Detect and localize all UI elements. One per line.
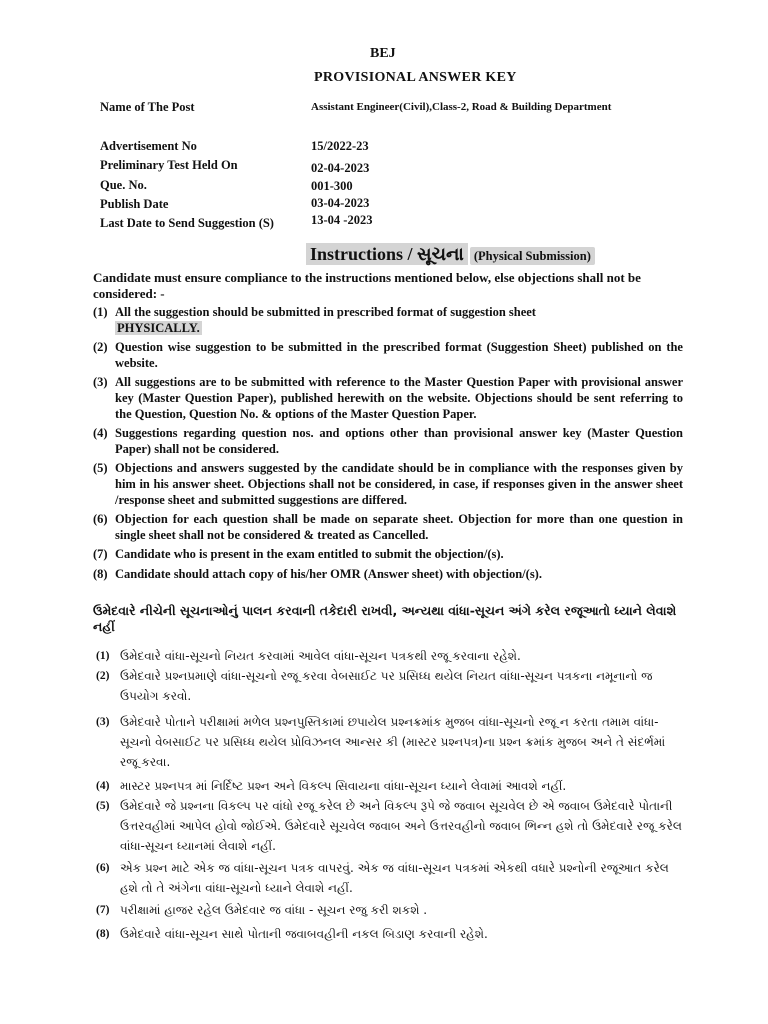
detail-value-advertisement: 15/2022-23 <box>311 139 369 153</box>
item-number: (3) <box>96 716 110 728</box>
list-item <box>93 426 683 457</box>
detail-value-test-date: 02-04-2023 <box>311 161 370 175</box>
list-item <box>96 796 686 856</box>
item-number: (5) <box>96 800 110 812</box>
item-number: (8) <box>93 566 108 581</box>
item-number: (3) <box>93 375 108 390</box>
item-text: All the suggestion should be submitted in prescribed format of suggestion sheet <box>115 305 536 319</box>
item-text: Candidate who is present in the exam entitled to submit the objection/(s). <box>115 547 504 562</box>
item-text: Suggestions regarding question nos. and options other than provisional answer key (Master Question Paper) shall not be considered. <box>115 426 683 456</box>
list-item <box>93 305 683 336</box>
list-item <box>93 512 683 543</box>
item-number: (2) <box>96 670 110 682</box>
detail-value-que-no: 001-300 <box>311 179 353 193</box>
detail-label-publish-date: Publish Date <box>100 197 169 211</box>
item-text: એક પ્રશ્ન માટે એક જ વાંધા-સૂચન પત્રક વાપરવું. એક જ વાંધા-સૂચન પત્રકમાં એકથી વધારે પ્રશ્નોની રજૂઆત કરેલ હશે તો તે અંગેના વાંધા-સૂચનો ધ્યાને લેવાશે નહીં. <box>120 861 669 895</box>
document-code: BEJ <box>370 46 396 61</box>
item-number: (4) <box>93 426 108 441</box>
item-text: All suggestions are to be submitted with reference to the Master Question Paper with provisional answer key (Master Question Paper), published herewith on the website. Objections should be sent referring to the Question, Question No. & options of the Master Question Paper. <box>115 375 683 421</box>
item-text: ઉમેદવારે પોતાને પરીક્ષામાં મળેલ પ્રશ્નપુસ્તિકામાં છપાયેલ પ્રશ્નક્રમાંક મુજબ વાંધા-સૂચનો રજૂ ન કરતા તમામ વાંધા-સૂચનો વેબસાઈટ પર પ્રસિધ્ધ થયેલ પ્રોવિઝનલ આન્સર કી (માસ્ટર પ્રશ્નપત્ર)ના પ્રશ્ન ક્રમાંક મુજબ અને તે સંદર્ભમાં રજૂ કરવા. <box>120 715 666 769</box>
list-item <box>93 567 683 583</box>
item-number: (4) <box>96 780 110 792</box>
detail-value-last-date: 13-04 -2023 <box>311 213 373 227</box>
item-text: માસ્ટર પ્રશ્નપત્ર માં નિર્દિષ્ટ પ્રશ્ન અને વિકલ્પ સિવાયના વાંધા-સૂચન ધ્યાને લેવામાં આવશે નહીં. <box>120 779 567 793</box>
item-text: Question wise suggestion to be submitted in the prescribed format (Suggestion Sheet) published on the website. <box>115 340 683 370</box>
item-number: (1) <box>93 305 108 319</box>
item-text: પરીક્ષામાં હાજર રહેલ ઉમેદવાર જ વાંધા - સૂચન રજુ કરી શકશે . <box>120 903 428 917</box>
detail-value-publish-date: 03-04-2023 <box>311 196 370 210</box>
list-item <box>93 461 683 508</box>
list-item <box>93 375 683 422</box>
item-number: (7) <box>96 904 110 916</box>
item-number: (8) <box>96 928 110 940</box>
detail-label-test-date: Preliminary Test Held On <box>100 158 238 172</box>
list-item <box>93 547 683 563</box>
item-number: (6) <box>96 862 110 874</box>
item-text: Candidate should attach copy of his/her OMR (Answer sheet) with objection/(s). <box>115 566 542 581</box>
item-text: ઉમેદવારે પ્રશ્નપ્રમાણે વાંધા-સૂચનો રજૂ કરવા વેબસાઈટ પર પ્રસિધ્ધ થયેલ નિયત વાંધા-સૂચન પત્રકના નમૂનાનો જ ઉપયોગ કરવો. <box>120 669 653 703</box>
item-text: Objection for each question shall be made on separate sheet. Objection for more than one question in single sheet shall not be considered & treated as Cancelled. <box>115 512 683 542</box>
instructions-heading <box>306 244 595 265</box>
physically-highlight: PHYSICALLY. <box>117 320 200 335</box>
item-text: ઉમેદવારે જે પ્રશ્નના વિકલ્પ પર વાંધો રજૂ કરેલ છે અને વિકલ્પ રૂપે જે જવાબ સૂચવેલ છે એ જવાબ ઉમેદવારે પોતાની ઉત્તરવહીમાં આપેલ હોવો જોઈએ. ઉમેદવારે સૂચવેલ જવાબ અને ઉત્તરવહીનો જવાબ ભિન્ન હશે તો ઉમેદવારે રજૂ કરેલ વાંધા-સૂચન ધ્યાનમાં લેવાશે નહીં. <box>120 799 682 853</box>
list-item <box>96 924 686 944</box>
detail-value-post: Assistant Engineer(Civil),Class-2, Road & Building Department <box>311 101 612 113</box>
item-text: ઉમેદવારે વાંધા-સૂચન સાથે પોતાની જવાબવહીની નકલ બિડાણ કરવાની રહેશે. <box>120 927 488 941</box>
list-item <box>96 712 686 772</box>
detail-label-que-no: Que. No. <box>100 178 147 192</box>
item-number: (6) <box>93 512 108 527</box>
english-instructions-list <box>93 305 683 583</box>
list-item <box>96 900 686 920</box>
detail-label-last-date: Last Date to Send Suggestion (S) <box>100 216 274 230</box>
list-item <box>96 646 686 666</box>
list-item <box>93 340 683 371</box>
gujarati-heading: ઉમેદવારે નીચેની સૂચનાઓનું પાલન કરવાની તકેદારી રાખવી, અન્યથા વાંધા-સૂચન અંગે કરેલ રજૂઆતો ધ્યાને લેવાશે નહીં <box>93 603 677 634</box>
item-text: ઉમેદવારે વાંધા-સૂચનો નિયત કરવામાં આવેલ વાંધા-સૂચન પત્રકથી રજૂ કરવાના રહેશે. <box>120 649 521 663</box>
list-item <box>96 776 686 796</box>
item-number: (5) <box>93 461 108 476</box>
item-text: Objections and answers suggested by the candidate should be in compliance with the responses given by him in his answer sheet. Objections shall not be considered, in case, if responses given in the answer sheet /response sheet and submitted suggestions are differed. <box>115 461 683 507</box>
instructions-heading-main: Instructions / સૂચના <box>306 243 468 265</box>
document-title: PROVISIONAL ANSWER KEY <box>314 70 517 85</box>
item-number: (1) <box>96 650 110 662</box>
detail-label-post: Name of The Post <box>100 100 195 114</box>
item-number: (2) <box>93 340 108 355</box>
detail-label-advertisement: Advertisement No <box>100 139 197 153</box>
list-item <box>96 666 686 706</box>
list-item <box>96 858 686 898</box>
intro-text: Candidate must ensure compliance to the instructions mentioned below, else objections shall not be considered: - <box>93 270 641 301</box>
physical-submission-tag: (Physical Submission) <box>470 247 595 265</box>
item-number: (7) <box>93 547 108 562</box>
